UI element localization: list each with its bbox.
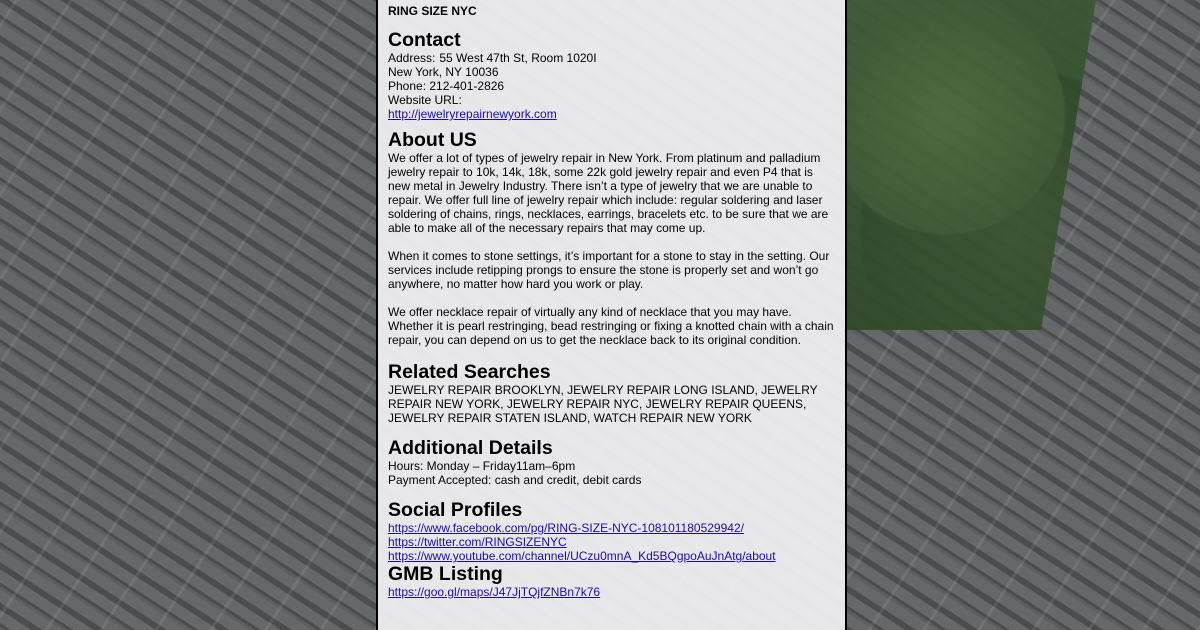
payment-accepted: Payment Accepted: cash and credit, debit cards: [388, 473, 642, 487]
additional-details-heading: Additional Details: [388, 437, 553, 459]
related-searches-text: JEWELRY REPAIR BROOKLYN, JEWELRY REPAIR LONG ISLAND, JEWELRY REPAIR NEW YORK, JEWELRY REPAIR NYC, JEWELRY REPAIR QUEENS, JEWELRY REPAIR STATEN ISLAND, WATCH REPAIR NEW YORK: [388, 383, 818, 425]
central-park-area: [846, 0, 1096, 330]
about-paragraph-1: We offer a lot of types of jewelry repair in New York. From platinum and palladium jewelry repair to 10k, 14k, 18k, some 22k gold jewelry repair and even P4 that is new metal in Jewelry Industry. There isn’t a type of jewelry that we are unable to repair. We offer full line of jewelry repair which include: regular soldering and laser soldering of chains, rings, necklaces, earrings, bracelets etc. to be sure that we are able to make all of the necessary repairs that may come up.: [388, 151, 829, 235]
gmb-link[interactable]: https://goo.gl/maps/J47JjTQjfZNBn7k76: [388, 585, 601, 599]
related-searches-heading: Related Searches: [388, 361, 551, 383]
twitter-link[interactable]: https://twitter.com/RINGSIZENYC: [388, 535, 567, 549]
facebook-link[interactable]: https://www.facebook.com/pg/RING-SIZE-NYC-108101180529942/: [388, 521, 744, 535]
business-info-panel: [376, 0, 847, 630]
gmb-listing-heading: GMB Listing: [388, 563, 503, 585]
business-hours: Hours: Monday – Friday11am–6pm: [388, 459, 576, 473]
contact-heading: Contact: [388, 29, 461, 51]
youtube-link[interactable]: https://www.youtube.com/channel/UCzu0mnA_Kd5BQgpoAuJnAtg/about: [388, 549, 776, 563]
about-paragraph-3: We offer necklace repair of virtually any kind of necklace that you may have. Whether it is pearl restringing, bead restringing or fixing a knotted chain with a chain repair, you can depend on us to get the necklace back to its original condition.: [388, 305, 834, 347]
social-profiles-heading: Social Profiles: [388, 499, 523, 521]
about-paragraph-2: When it comes to stone settings, it’s important for a stone to stay in the setting. Our services include retipping prongs to ensure the stone is properly set and won’t go anywhere, no matter how hard you work or play.: [388, 249, 830, 291]
website-label: Website URL:: [388, 93, 462, 107]
address-street: 55 West 47th St, Room 1020I: [439, 51, 597, 65]
about-heading: About US: [388, 129, 477, 151]
address-line-1: [388, 51, 837, 65]
website-link[interactable]: http://jewelryrepairnewyork.com: [388, 107, 557, 121]
brand-name: RING SIZE NYC: [388, 4, 477, 18]
address-line-2: New York, NY 10036: [388, 65, 499, 79]
phone-number: Phone: 212-401-2826: [388, 79, 505, 93]
address-label: Address:: [388, 51, 436, 65]
